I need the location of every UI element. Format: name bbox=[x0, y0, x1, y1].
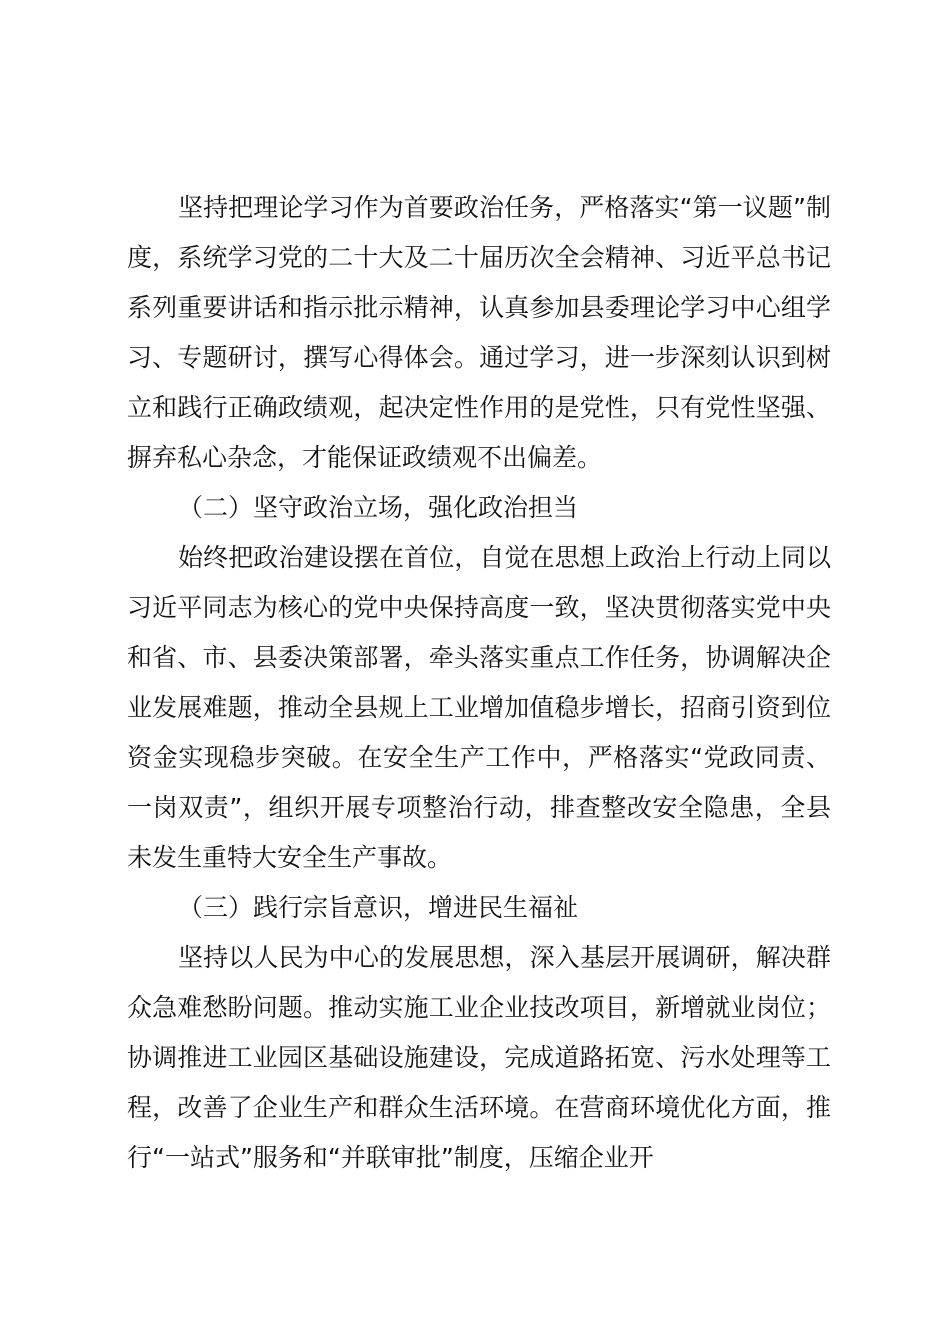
paragraph-peoples-wellbeing: 坚持以人民为中心的发展思想，深入基层开展调研，解决群众急难愁盼问题。推动实施工业企业技改项目，新增就业岗位；协调推进工业园区基础设施建设，完成道路拓宽、污水处理等工程，改善了企业生产和群众生活环境。在营商环境优化方面，推行“一站式”服务和“并联审批”制度，压缩企业开 bbox=[127, 943, 831, 1172]
document-page bbox=[127, 183, 831, 1183]
section-heading-2: （二）坚守政治立场，强化政治担当 bbox=[178, 493, 579, 522]
section-heading-3: （三）践行宗旨意识，增进民生福祉 bbox=[178, 893, 579, 922]
paragraph-political-stance: 始终把政治建设摆在首位，自觉在思想上政治上行动上同以习近平同志为核心的党中央保持高度一致，坚决贯彻落实党中央和省、市、县委决策部署，牵头落实重点工作任务，协调解决企业发展难题，推动全县规上工业增加值稳步增长，招商引资到位资金实现稳步突破。在安全生产工作中，严格落实“党政同责、一岗双责”，组织开展专项整治行动，排查整改安全隐患，全县未发生重特大安全生产事故。 bbox=[127, 543, 831, 872]
paragraph-theory-study: 坚持把理论学习作为首要政治任务，严格落实“第一议题”制度，系统学习党的二十大及二十届历次全会精神、习近平总书记系列重要讲话和指示批示精神，认真参加县委理论学习中心组学习、专题研讨，撰写心得体会。通过学习，进一步深刻认识到树立和践行正确政绩观，起决定性作用的是党性，只有党性坚强、摒弃私心杂念，才能保证政绩观不出偏差。 bbox=[127, 193, 831, 472]
